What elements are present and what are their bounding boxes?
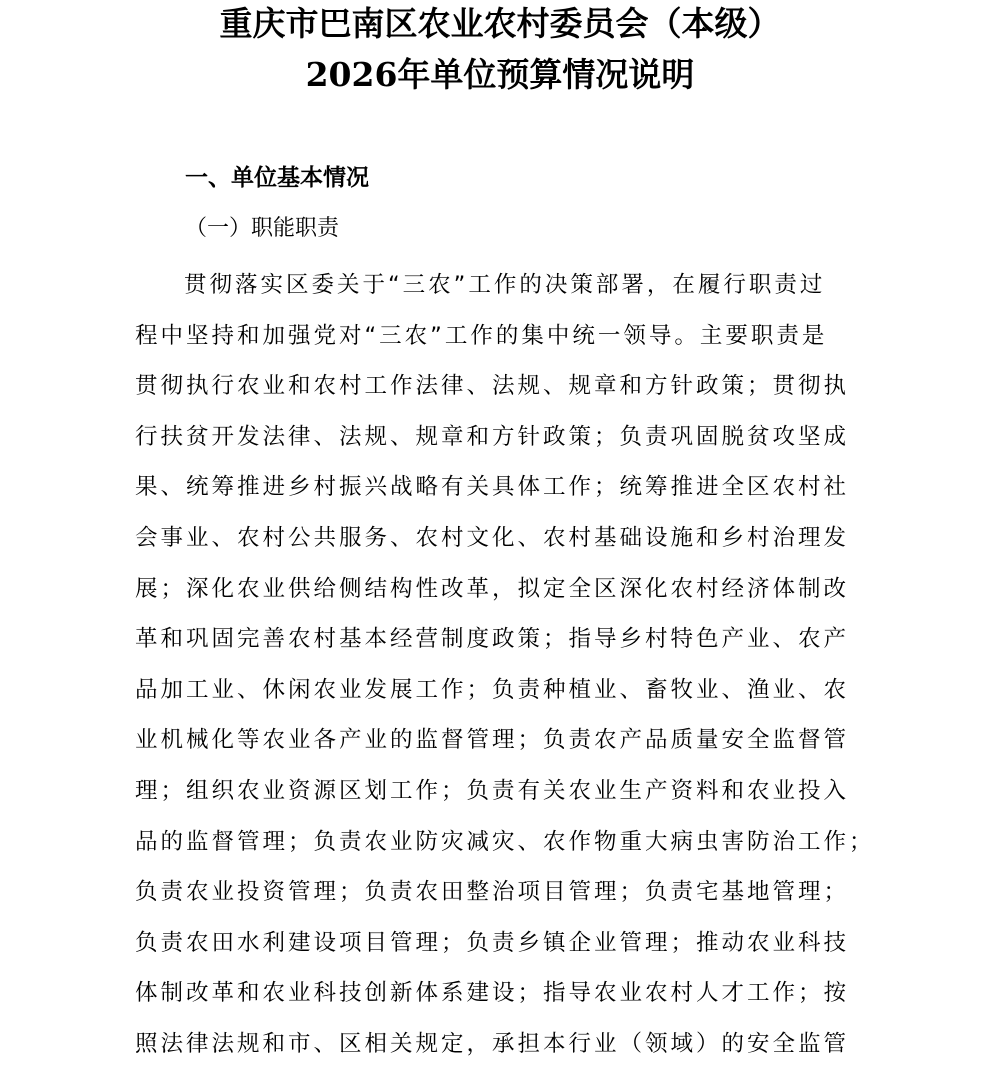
paragraph-line: 负责农业投资管理；负责农田整治项目管理；负责宅基地管理； <box>135 879 850 906</box>
paragraph-line: 贯彻执行农业和农村工作法律、法规、规章和方针政策；贯彻执 <box>135 373 850 400</box>
duties-paragraph <box>135 260 885 1070</box>
paragraph-line: 业机械化等农业各产业的监督管理；负责农产品质量安全监督管 <box>135 727 850 754</box>
section-heading-basic-info: 一、单位基本情况 <box>185 165 369 191</box>
paragraph-line: 程中坚持和加强党对“三农”工作的集中统一领导。主要职责是 <box>135 322 828 349</box>
paragraph-line: 行扶贫开发法律、法规、规章和方针政策；负责巩固脱贫攻坚成 <box>135 423 850 450</box>
paragraph-line: 理；组织农业资源区划工作；负责有关农业生产资料和农业投入 <box>135 777 850 804</box>
document-title-line-2: 2026年单位预算情况说明 <box>305 55 695 94</box>
paragraph-line: 品加工业、休闲农业发展工作；负责种植业、畜牧业、渔业、农 <box>135 676 850 703</box>
paragraph-line: 革和巩固完善农村基本经营制度政策；指导乡村特色产业、农产 <box>135 626 850 653</box>
paragraph-line: 会事业、农村公共服务、农村文化、农村基础设施和乡村治理发 <box>135 524 850 551</box>
paragraph-line: 负责农田水利建设项目管理；负责乡镇企业管理；推动农业科技 <box>135 929 850 956</box>
paragraph-line: 贯彻落实区委关于“三农”工作的决策部署，在履行职责过 <box>184 272 826 298</box>
paragraph-line: 品的监督管理；负责农业防灾减灾、农作物重大病虫害防治工作； <box>135 828 875 855</box>
subsection-heading-duties: （一）职能职责 <box>185 216 340 241</box>
paragraph-line: 果、统筹推进乡村振兴战略有关具体工作；统筹推进全区农村社 <box>135 474 850 501</box>
paragraph-line: 体制改革和农业科技创新体系建设；指导农业农村人才工作；按 <box>135 980 850 1007</box>
document-title-line-1: 重庆市巴南区农业农村委员会（本级） <box>219 4 781 43</box>
paragraph-line: 照法律法规和市、区相关规定，承担本行业（领域）的安全监管 <box>135 1030 850 1057</box>
paragraph-line: 展；深化农业供给侧结构性改革，拟定全区深化农村经济体制改 <box>135 575 850 602</box>
